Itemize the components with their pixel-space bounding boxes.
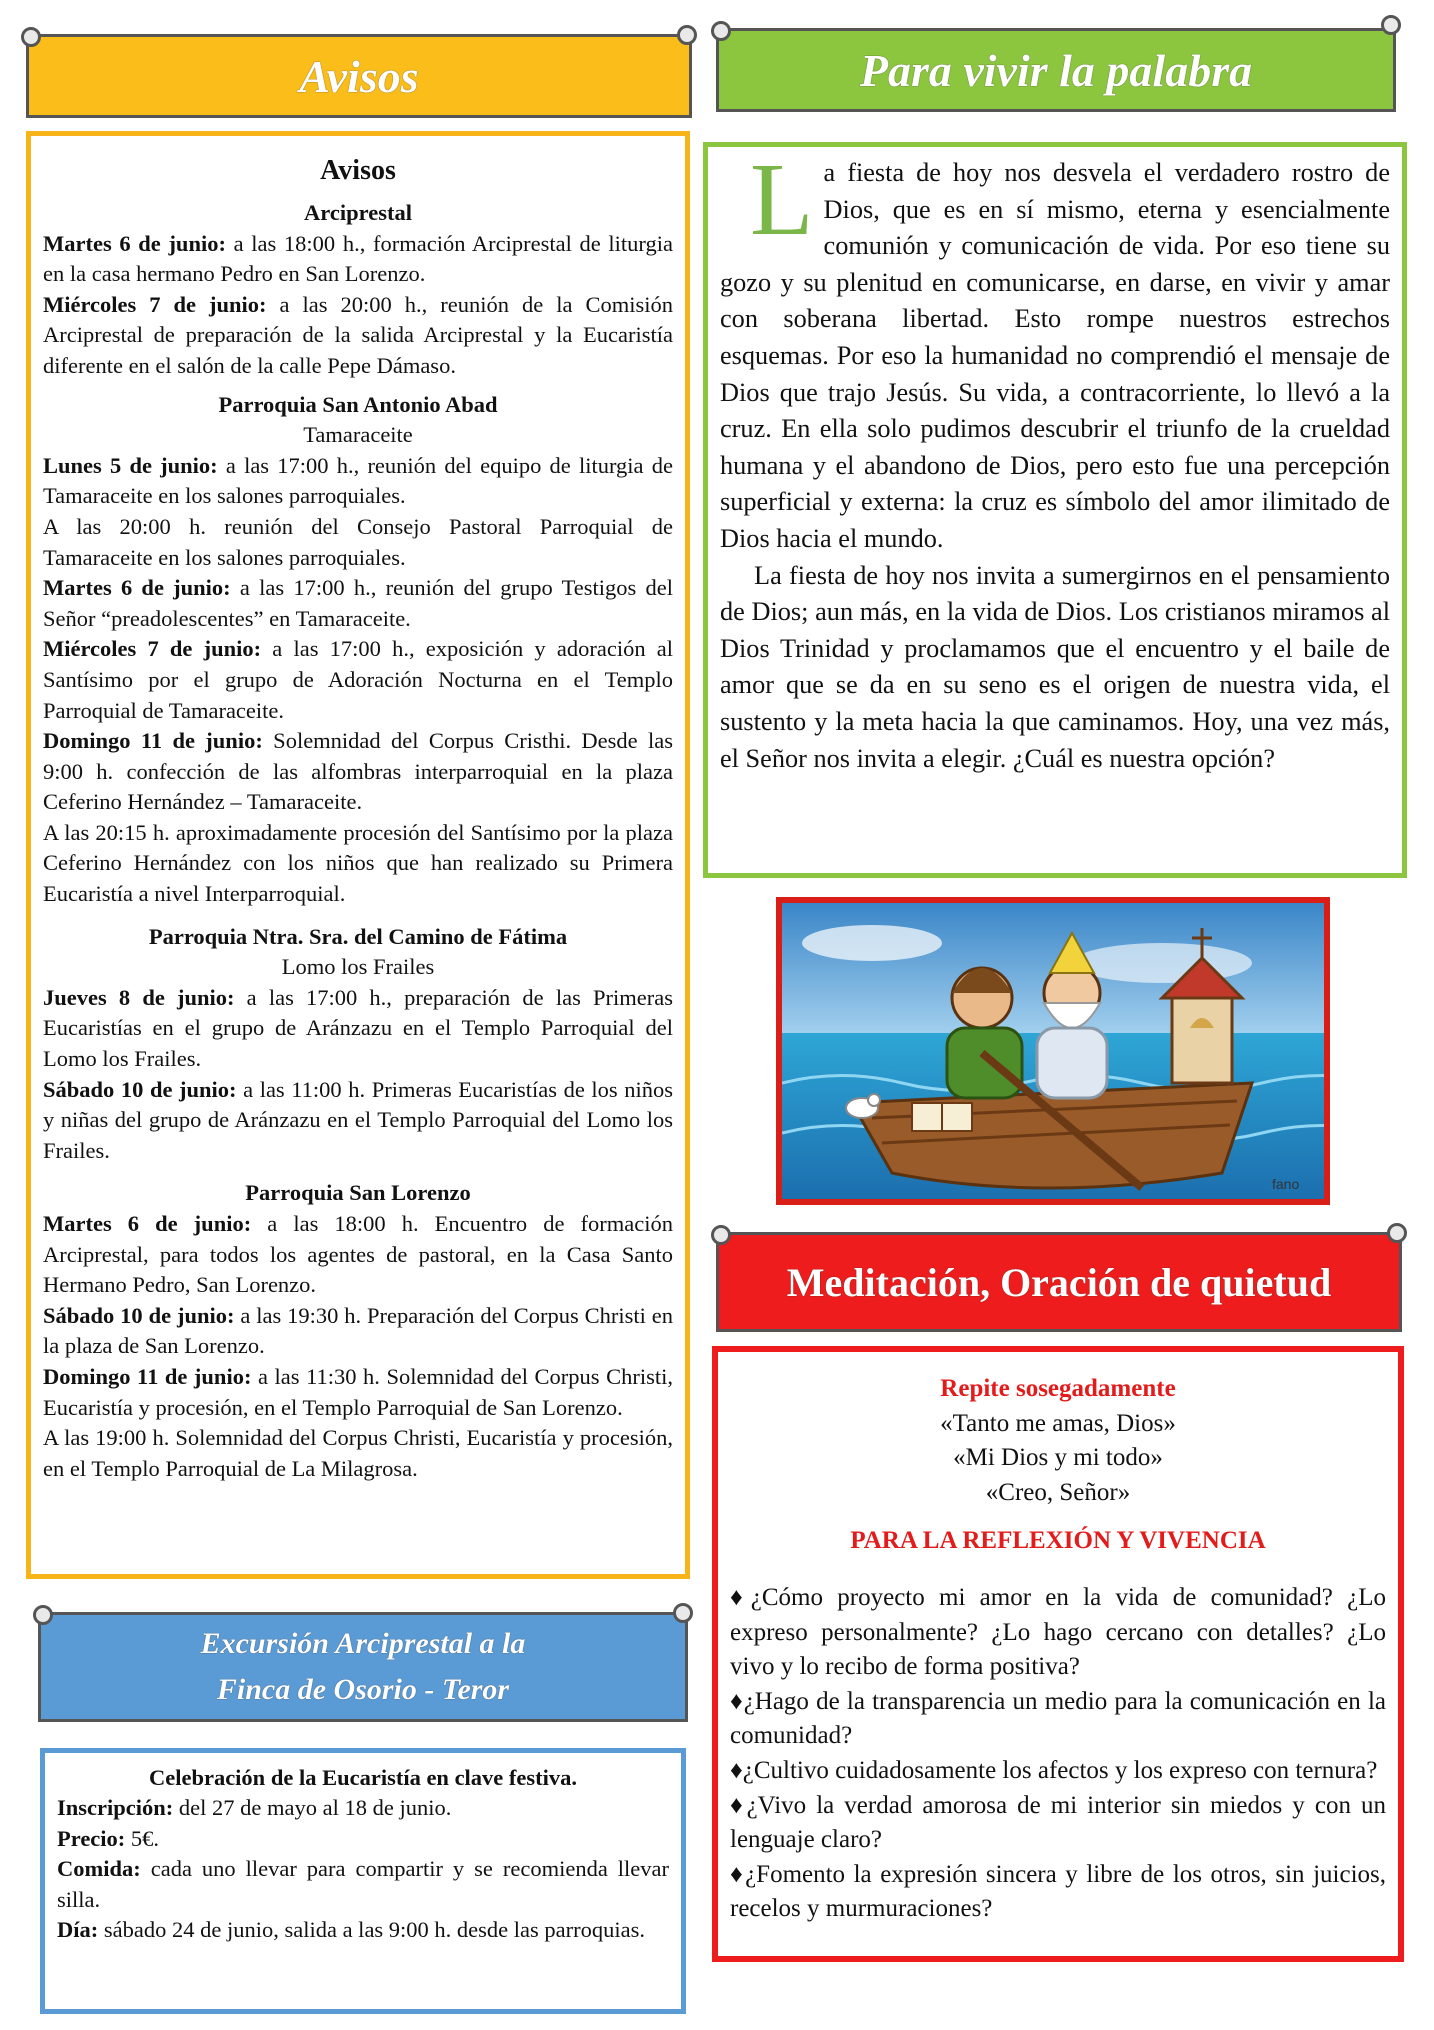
boat-illustration	[776, 897, 1330, 1205]
illustration-signature: fano	[1272, 1176, 1300, 1192]
scroll-curl-icon	[1381, 15, 1401, 35]
diamond-bullet-icon: ♦	[730, 1860, 746, 1888]
diamond-bullet-icon: ♦	[730, 1687, 744, 1715]
diamond-bullet-icon: ♦	[730, 1583, 751, 1611]
scroll-curl-icon	[711, 21, 731, 41]
avisos-banner	[26, 34, 692, 118]
prayer-line: «Tanto me amas, Dios»	[940, 1409, 1176, 1437]
reflexion-question: ♦¿Cultivo cuidadosamente los afectos y los expreso con ternura?	[730, 1756, 1378, 1784]
aviso-item: Martes 6 de junio: a las 18:00 h. Encuentro de formación Arciprestal, para todos los agentes de pastoral, en la Casa Santo Hermano Pedro, San Lorenzo.	[43, 1211, 673, 1298]
section-subtitle-tamaraceite: Tamaraceite	[303, 422, 413, 448]
aviso-item: A las 20:15 h. aproximadamente procesión del Santísimo por la plaza Ceferino Hernández con los niños que han realizado su Primera Eucaristía a nivel Interparroquial.	[43, 819, 673, 907]
excursion-item: Precio: 5€.	[57, 1825, 160, 1851]
aviso-item: A las 20:00 h. reunión del Consejo Pastoral Parroquial de Tamaraceite en los salones parroquiales.	[43, 513, 673, 570]
excursion-banner	[38, 1612, 688, 1722]
avisos-banner-title: Avisos	[299, 50, 419, 102]
meditacion-banner-title: Meditación, Oración de quietud	[786, 1259, 1332, 1305]
aviso-item: Martes 6 de junio: a las 18:00 h., formación Arciprestal de liturgia en la casa hermano Pedro en San Lorenzo.	[43, 230, 673, 287]
aviso-item: Domingo 11 de junio: a las 11:30 h. Solemnidad del Corpus Christi, Eucaristía y procesión, en el Templo Parroquial de San Lorenzo.	[43, 1363, 673, 1420]
diamond-bullet-icon: ♦	[730, 1756, 743, 1784]
vivir-banner	[716, 28, 1396, 112]
section-subtitle-lomo: Lomo los Frailes	[281, 954, 435, 980]
avisos-box	[26, 131, 690, 1579]
reflexion-heading: PARA LA REFLEXIÓN Y VIVENCIA	[850, 1527, 1266, 1555]
repite-heading: Repite sosegadamente	[940, 1375, 1176, 1402]
aviso-item: Jueves 8 de junio: a las 17:00 h., preparación de las Primeras Eucaristías en el grupo de Aránzazu en el Templo Parroquial del Lomo los Frailes.	[43, 984, 673, 1072]
boat-scene-image	[782, 903, 1324, 1199]
excursion-item: Comida: cada uno llevar para compartir y se recomienda llevar silla.	[57, 1856, 669, 1912]
prayer-line: «Creo, Señor»	[985, 1478, 1131, 1506]
scroll-curl-icon	[677, 25, 697, 45]
meditacion-banner	[716, 1232, 1402, 1332]
section-title-arciprestal: Arciprestal	[304, 200, 412, 225]
aviso-item: A las 19:00 h. Solemnidad del Corpus Christi, Eucaristía y procesión, en el Templo Parroquial de La Milagrosa.	[43, 1425, 673, 1481]
reflexion-question: ♦¿Fomento la expresión sincera y libre de los otros, sin juicios, recelos y murmuraciones?	[730, 1860, 1386, 1923]
section-title-san-lorenzo: Parroquia San Lorenzo	[245, 1180, 471, 1206]
aviso-item: Sábado 10 de junio: a las 11:00 h. Primeras Eucaristías de los niños y niñas del grupo de Aránzazu en el Templo Parroquial del Lomo los Frailes.	[43, 1076, 673, 1163]
scroll-curl-icon	[673, 1603, 693, 1623]
excursion-box	[40, 1748, 686, 2014]
vivir-paragraph-1: La fiesta de hoy nos desvela el verdadero rostro de Dios, que es en sí mismo, eterna y esencialmente comunión y comunicación de vida. Por eso tiene su gozo y su plenitud en comunicarse, en darse, en vivir y amar con soberana libertad. Esto rompe nuestros estrechos esquemas. Por eso la humanidad no comprendió el mensaje de Dios que trajo Jesús. Su vida, a contracorriente, lo llevó a la cruz. En ella solo pudimos descubrir el triunfo de la crueldad humana y el abandono de Dios, pero esto fue una percepción superficial y externa: la cruz es símbolo del amor ilimitado de Dios hacia el mundo.	[720, 142, 1390, 553]
reflexion-question: ♦¿Cómo proyecto mi amor en la vida de comunidad? ¿Lo expreso personalmente? ¿Lo hago cercano con detalles? ¿Lo vivo y lo recibo de forma positiva?	[730, 1583, 1386, 1681]
section-title-fatima: Parroquia Ntra. Sra. del Camino de Fátima	[148, 923, 568, 949]
excursion-banner-line2: Finca de Osorio - Teror	[216, 1673, 510, 1706]
drop-cap: L	[750, 142, 814, 257]
excursion-banner-line1: Excursión Arciprestal a la	[200, 1627, 526, 1660]
aviso-item: Sábado 10 de junio: a las 19:30 h. Preparación del Corpus Christi en la plaza de San Lorenzo.	[43, 1302, 673, 1359]
meditacion-box	[712, 1346, 1404, 1962]
reflexion-question: ♦¿Vivo la verdad amorosa de mi interior sin miedos y con un lenguaje claro?	[730, 1791, 1386, 1854]
scroll-curl-icon	[711, 1225, 731, 1245]
excursion-item: Inscripción: del 27 de mayo al 18 de junio.	[57, 1795, 452, 1821]
prayer-line: «Mi Dios y mi todo»	[953, 1444, 1163, 1472]
aviso-item: Domingo 11 de junio: Solemnidad del Corpus Cristhi. Desde las 9:00 h. confección de las alfombras interparroquial en la plaza Ceferino Hernández – Tamaraceite.	[43, 728, 674, 815]
aviso-item: Lunes 5 de junio: a las 17:00 h., reunión del equipo de liturgia de Tamaraceite en los salones parroquiales.	[43, 452, 673, 509]
aviso-item: Miércoles 7 de junio: a las 20:00 h., reunión de la Comisión Arciprestal de preparación de la salida Arciprestal y la Eucaristía diferente en el salón de la calle Pepe Dámaso.	[43, 291, 673, 378]
avisos-heading: Avisos	[320, 155, 396, 186]
scroll-curl-icon	[33, 1605, 53, 1625]
aviso-item: Miércoles 7 de junio: a las 17:00 h., exposición y adoración al Santísimo por el grupo de Adoración Nocturna en el Templo Parroquial de Tamaraceite.	[43, 636, 673, 723]
reflexion-question: ♦¿Hago de la transparencia un medio para la comunicación en la comunidad?	[730, 1687, 1386, 1750]
excursion-heading: Celebración de la Eucaristía en clave festiva.	[148, 1765, 578, 1790]
diamond-bullet-icon: ♦	[730, 1791, 747, 1819]
vivir-box	[703, 142, 1407, 878]
excursion-item: Día: sábado 24 de junio, salida a las 9:00 h. desde las parroquias.	[57, 1917, 645, 1943]
scroll-curl-icon	[21, 27, 41, 47]
scroll-curl-icon	[1387, 1223, 1407, 1243]
vivir-banner-title: Para vivir la palabra	[859, 44, 1253, 96]
vivir-paragraph-2: La fiesta de hoy nos invita a sumergirnos en el pensamiento de Dios; aun más, en la vida de Dios. Los cristianos miramos al Dios Trinidad y proclamamos que el encuentro y el baile de amor que se da en su seno es el origen de nuestra vida, el sustento y la meta hacia la que caminamos. Hoy, una vez más, el Señor nos invita a elegir. ¿Cuál es nuestra opción?	[720, 560, 1390, 773]
section-title-san-antonio: Parroquia San Antonio Abad	[218, 391, 498, 417]
aviso-item: Martes 6 de junio: a las 17:00 h., reunión del grupo Testigos del Señor “preadolescentes” en Tamaraceite.	[43, 575, 673, 631]
